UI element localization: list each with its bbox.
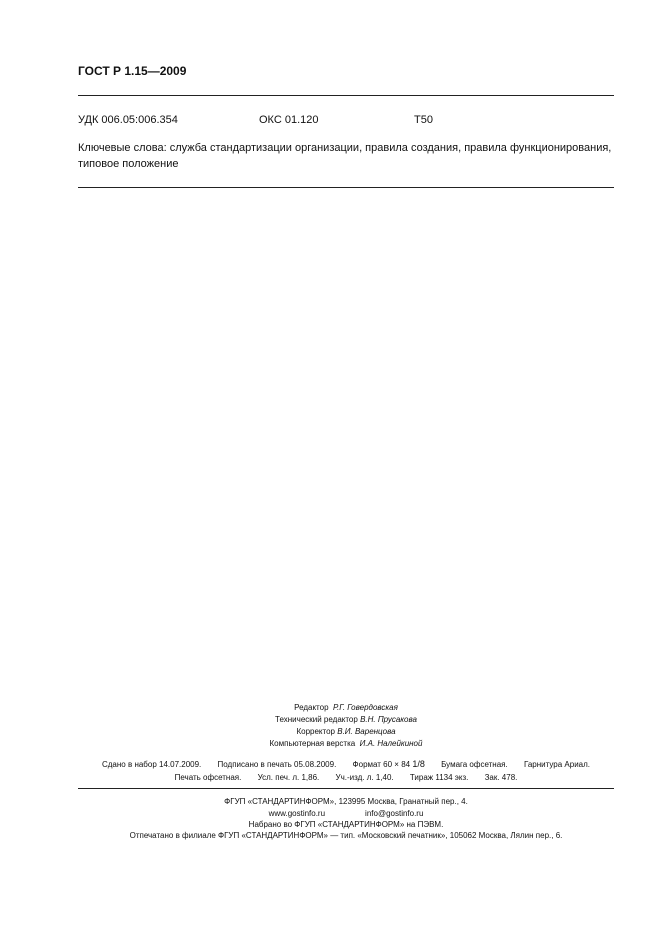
credit-role: Компьютерная верстка — [269, 739, 356, 748]
divider — [78, 187, 614, 188]
imprint-item: Тираж 1134 экз. — [409, 773, 469, 782]
keywords-line: типовое положение — [78, 158, 179, 170]
category-code: Т50 — [414, 114, 433, 126]
oks-code: ОКС 01.120 — [259, 114, 319, 126]
imprint-row — [78, 773, 614, 782]
credit-role: Технический редактор — [275, 715, 358, 724]
imprint-item: Бумага офсетная. — [441, 760, 508, 769]
imprint-item: Зак. 478. — [484, 773, 518, 782]
imprint-item: Сдано в набор 14.07.2009. — [101, 760, 202, 769]
imprint-item: Подписано в печать 05.08.2009. — [217, 760, 337, 769]
website-link[interactable]: www.gostinfo.ru — [268, 809, 326, 818]
credit-role: Редактор — [294, 703, 329, 712]
imprint-item: Формат 60 × 84 — [352, 760, 411, 769]
credit-name: В.И. Варенцова — [337, 727, 396, 736]
typeset-note: Набрано во ФГУП «СТАНДАРТИНФОРМ» на ПЭВМ. — [248, 820, 444, 829]
udk-code: УДК 006.05:006.354 — [78, 114, 178, 126]
imprint-item: Уч.-изд. л. 1,40. — [335, 773, 394, 782]
credit-name: И.А. Налейкиной — [359, 739, 423, 748]
divider — [78, 95, 614, 96]
credit-line — [78, 727, 614, 736]
credit-line — [78, 703, 614, 712]
publisher-address: ФГУП «СТАНДАРТИНФОРМ», 123995 Москва, Гранатный пер., 4. — [224, 797, 468, 806]
printer-note: Отпечатано в филиале ФГУП «СТАНДАРТИНФОРМ» — тип. «Московский печатник», 105062 Москва, Лялин пер., 6. — [129, 831, 563, 840]
email-link[interactable]: info@gostinfo.ru — [365, 809, 424, 818]
divider — [78, 788, 614, 789]
credit-line — [78, 715, 614, 724]
credit-name: В.Н. Прусакова — [360, 715, 417, 724]
publisher-contacts — [78, 809, 614, 818]
imprint-item: Печать офсетная. — [174, 773, 242, 782]
format-fraction: 1/8 — [412, 759, 425, 769]
credit-line — [78, 739, 614, 748]
credit-role: Корректор — [296, 727, 335, 736]
imprint-item: Усл. печ. л. 1,86. — [257, 773, 320, 782]
keywords-line: Ключевые слова: служба стандартизации организации, правила создания, правила функционирования, — [78, 142, 612, 154]
imprint-row — [70, 759, 622, 769]
credit-name: Р.Г. Говердовская — [332, 703, 398, 712]
imprint-item: Гарнитура Ариал. — [523, 760, 591, 769]
document-title: ГОСТ Р 1.15—2009 — [78, 64, 187, 78]
